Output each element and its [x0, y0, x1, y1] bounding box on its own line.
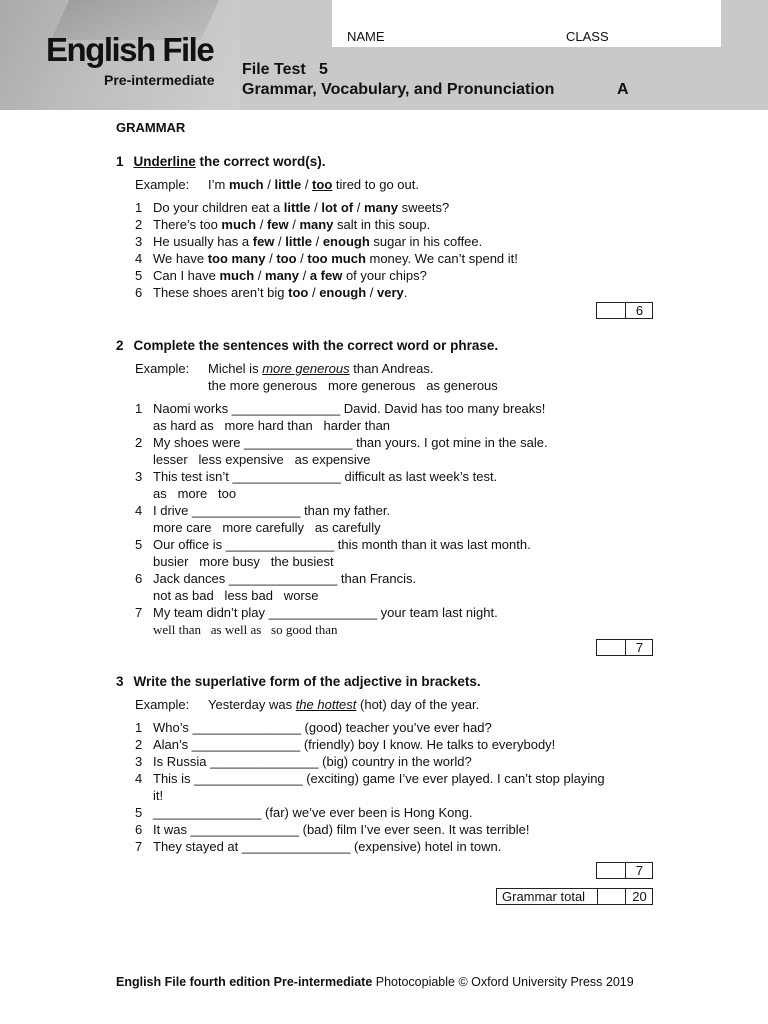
q2-item-sentence: My shoes were _______________ than yours. I got mine in the sale. — [153, 435, 548, 450]
q1-item-sep: / — [310, 200, 322, 215]
footer-copyright: Photocopiable © Oxford University Press 2019 — [372, 975, 634, 989]
q1-item-option: many — [299, 217, 334, 232]
q1-heading — [116, 154, 326, 169]
q3-score: 7 — [635, 863, 644, 878]
q1-item-number: 3 — [135, 234, 143, 249]
q1-item-sep: / — [274, 234, 286, 249]
test-title: File Test 5 — [242, 61, 328, 78]
q1-item-post: sweets? — [397, 200, 450, 215]
q1-item-number: 5 — [135, 268, 143, 283]
q2-example-options: the more generous more generous as generous — [208, 378, 498, 393]
q1-item-option: little — [285, 234, 312, 249]
q1-item-sentence — [153, 217, 430, 232]
q2-item-sentence: Our office is _______________ this month than it was last month. — [153, 537, 531, 552]
q2-heading — [116, 338, 498, 353]
q2-item-options: lesser less expensive as expensive — [153, 452, 371, 467]
q1-item-sep: / — [353, 200, 364, 215]
footer-title: English File fourth edition Pre-intermediate — [116, 975, 373, 989]
q1-item-sep: / — [311, 234, 323, 249]
q3-item-number: 1 — [135, 720, 143, 735]
q1-item-option: too much — [307, 251, 366, 266]
q1-item-sep: / — [366, 285, 377, 300]
name-label: NAME — [347, 29, 385, 44]
q2-example — [208, 361, 433, 376]
q3-item-sentence: Who’s _______________ (good) teacher you’ve ever had? — [153, 720, 492, 735]
q2-item-options: not as bad less bad worse — [153, 588, 319, 603]
q3-item-number: 2 — [135, 737, 143, 752]
q1-item-sentence — [153, 251, 518, 266]
grammar-total-box — [496, 888, 653, 905]
q1-item-sep: / — [288, 217, 300, 232]
q2-item-options: as hard as more hard than harder than — [153, 418, 391, 433]
q2-item-sentence: Naomi works _______________ David. David has too many breaks! — [153, 401, 546, 416]
q1-instruction-underline: Underline — [133, 154, 196, 169]
q1-item-number: 6 — [135, 285, 143, 300]
q3-number: 3 — [116, 674, 124, 689]
grammar-total-label: Grammar total — [502, 889, 586, 904]
q3-example — [208, 697, 479, 712]
q1-example-option: little — [274, 177, 302, 192]
q3-example-pre: Yesterday was — [208, 697, 296, 712]
q2-item-number: 6 — [135, 571, 143, 586]
q1-item-option: too — [288, 285, 309, 300]
q3-score-box — [596, 862, 653, 879]
q1-example-option: much — [228, 177, 264, 192]
q1-item-pre: Can I have — [153, 268, 220, 283]
footer — [116, 975, 634, 989]
q1-item-pre: He usually has a — [153, 234, 253, 249]
q2-item-options: as more too — [153, 486, 237, 501]
q1-example-answer: too — [312, 177, 333, 192]
q2-score-box — [596, 639, 653, 656]
q1-item-sentence — [153, 200, 449, 215]
q1-example-pre: I’m — [208, 177, 229, 192]
q3-item-number: 4 — [135, 771, 143, 786]
q1-item-number: 1 — [135, 200, 143, 215]
q1-item-option: enough — [319, 285, 367, 300]
q1-item-post: of your chips? — [342, 268, 427, 283]
q2-example-post: than Andreas. — [349, 361, 434, 376]
q2-item-sentence: I drive _______________ than my father. — [153, 503, 391, 518]
q1-number: 1 — [116, 154, 124, 169]
q1-example-sep: / — [263, 177, 275, 192]
q1-item-number: 4 — [135, 251, 143, 266]
q3-item-number: 6 — [135, 822, 143, 837]
q1-item-sep: / — [296, 251, 308, 266]
q2-instruction: Complete the sentences with the correct word or phrase. — [133, 338, 499, 353]
q3-item-sentence: It was _______________ (bad) film I’ve ever seen. It was terrible! — [153, 822, 530, 837]
q2-example-answer: more generous — [262, 361, 350, 376]
q3-item-number: 7 — [135, 839, 143, 854]
q1-item-option: very — [376, 285, 404, 300]
q1-item-sentence — [153, 234, 482, 249]
q1-item-pre: These shoes aren’t big — [153, 285, 289, 300]
q2-item-number: 4 — [135, 503, 143, 518]
q1-item-option: few — [266, 217, 289, 232]
q2-example-pre: Michel is — [208, 361, 263, 376]
class-label: CLASS — [566, 29, 609, 44]
q1-instruction-rest: the correct word(s). — [195, 154, 326, 169]
q1-item-option: much — [219, 268, 255, 283]
q2-item-number: 2 — [135, 435, 143, 450]
q1-item-option: too many — [207, 251, 266, 266]
q3-item-sentence: _______________ (far) we’ve ever been is Hong Kong. — [153, 805, 473, 820]
q2-item-sentence: Jack dances _______________ than Francis. — [153, 571, 417, 586]
q2-item-sentence: My team didn’t play _______________ your team last night. — [153, 605, 498, 620]
q1-item-option: too — [276, 251, 297, 266]
q1-item-sep: / — [298, 268, 310, 283]
q1-item-sep: / — [265, 251, 277, 266]
q1-item-pre: There’s too — [153, 217, 222, 232]
q3-item-sentence: This is _______________ (exciting) game I’ve ever played. I can’t stop playing — [153, 771, 605, 786]
q1-item-sep: / — [256, 217, 267, 232]
q2-item-number: 3 — [135, 469, 143, 484]
q2-score: 7 — [635, 640, 644, 655]
q3-example-post: (hot) day of the year. — [356, 697, 480, 712]
name-class-box — [332, 0, 721, 47]
q1-item-option: little — [283, 200, 311, 215]
section-title: GRAMMAR — [116, 120, 186, 135]
test-version: A — [617, 81, 629, 98]
q3-example-label: Example: — [135, 697, 190, 712]
q1-item-option: much — [221, 217, 257, 232]
q1-item-sep: / — [308, 285, 320, 300]
q2-item-options: well than as well as so good than — [153, 622, 338, 637]
q1-score: 6 — [635, 303, 644, 318]
q3-item-continuation: it! — [153, 788, 164, 803]
q3-item-number: 5 — [135, 805, 143, 820]
q2-item-options: busier more busy the busiest — [153, 554, 334, 569]
q3-item-sentence: Is Russia _______________ (big) country in the world? — [153, 754, 472, 769]
q1-item-sentence — [153, 285, 407, 300]
q1-item-sep: / — [254, 268, 266, 283]
q1-item-option: many — [363, 200, 398, 215]
q1-item-sentence — [153, 268, 427, 283]
q1-example — [208, 177, 419, 192]
q2-number: 2 — [116, 338, 124, 353]
q1-item-option: many — [265, 268, 299, 283]
grammar-total-score: 20 — [632, 889, 647, 904]
level-label: Pre-intermediate — [104, 72, 215, 88]
q3-instruction: Write the superlative form of the adjective in brackets. — [133, 674, 481, 689]
q1-example-label: Example: — [135, 177, 190, 192]
q2-item-number: 7 — [135, 605, 143, 620]
q1-example-sep: / — [301, 177, 313, 192]
test-subtitle: Grammar, Vocabulary, and Pronunciation — [242, 81, 555, 98]
q1-item-number: 2 — [135, 217, 143, 232]
q2-item-options: more care more carefully as carefully — [153, 520, 381, 535]
q2-example-label: Example: — [135, 361, 190, 376]
q3-item-sentence: Alan’s _______________ (friendly) boy I know. He talks to everybody! — [153, 737, 556, 752]
q1-item-option: lot of — [321, 200, 354, 215]
q2-item-number: 1 — [135, 401, 143, 416]
q3-heading — [116, 674, 481, 689]
q2-item-number: 5 — [135, 537, 143, 552]
q1-item-post: money. We can’t spend it! — [365, 251, 518, 266]
q1-item-post: . — [403, 285, 408, 300]
q3-item-sentence: They stayed at _______________ (expensive) hotel in town. — [153, 839, 502, 854]
q1-score-box — [596, 302, 653, 319]
q3-example-answer: the hottest — [295, 697, 357, 712]
q2-item-sentence: This test isn’t _______________ difficult as last week’s test. — [153, 469, 498, 484]
header-banner — [0, 0, 768, 110]
q1-item-pre: We have — [153, 251, 208, 266]
q1-example-post: tired to go out. — [332, 177, 419, 192]
q1-item-pre: Do your children eat a — [153, 200, 284, 215]
brand-logo: English File — [46, 31, 214, 68]
q1-item-option: a few — [309, 268, 343, 283]
q1-item-post: salt in this soup. — [333, 217, 431, 232]
q1-item-option: few — [252, 234, 275, 249]
q1-item-post: sugar in his coffee. — [369, 234, 483, 249]
score-divider — [597, 889, 598, 904]
q3-item-number: 3 — [135, 754, 143, 769]
q1-item-option: enough — [322, 234, 370, 249]
